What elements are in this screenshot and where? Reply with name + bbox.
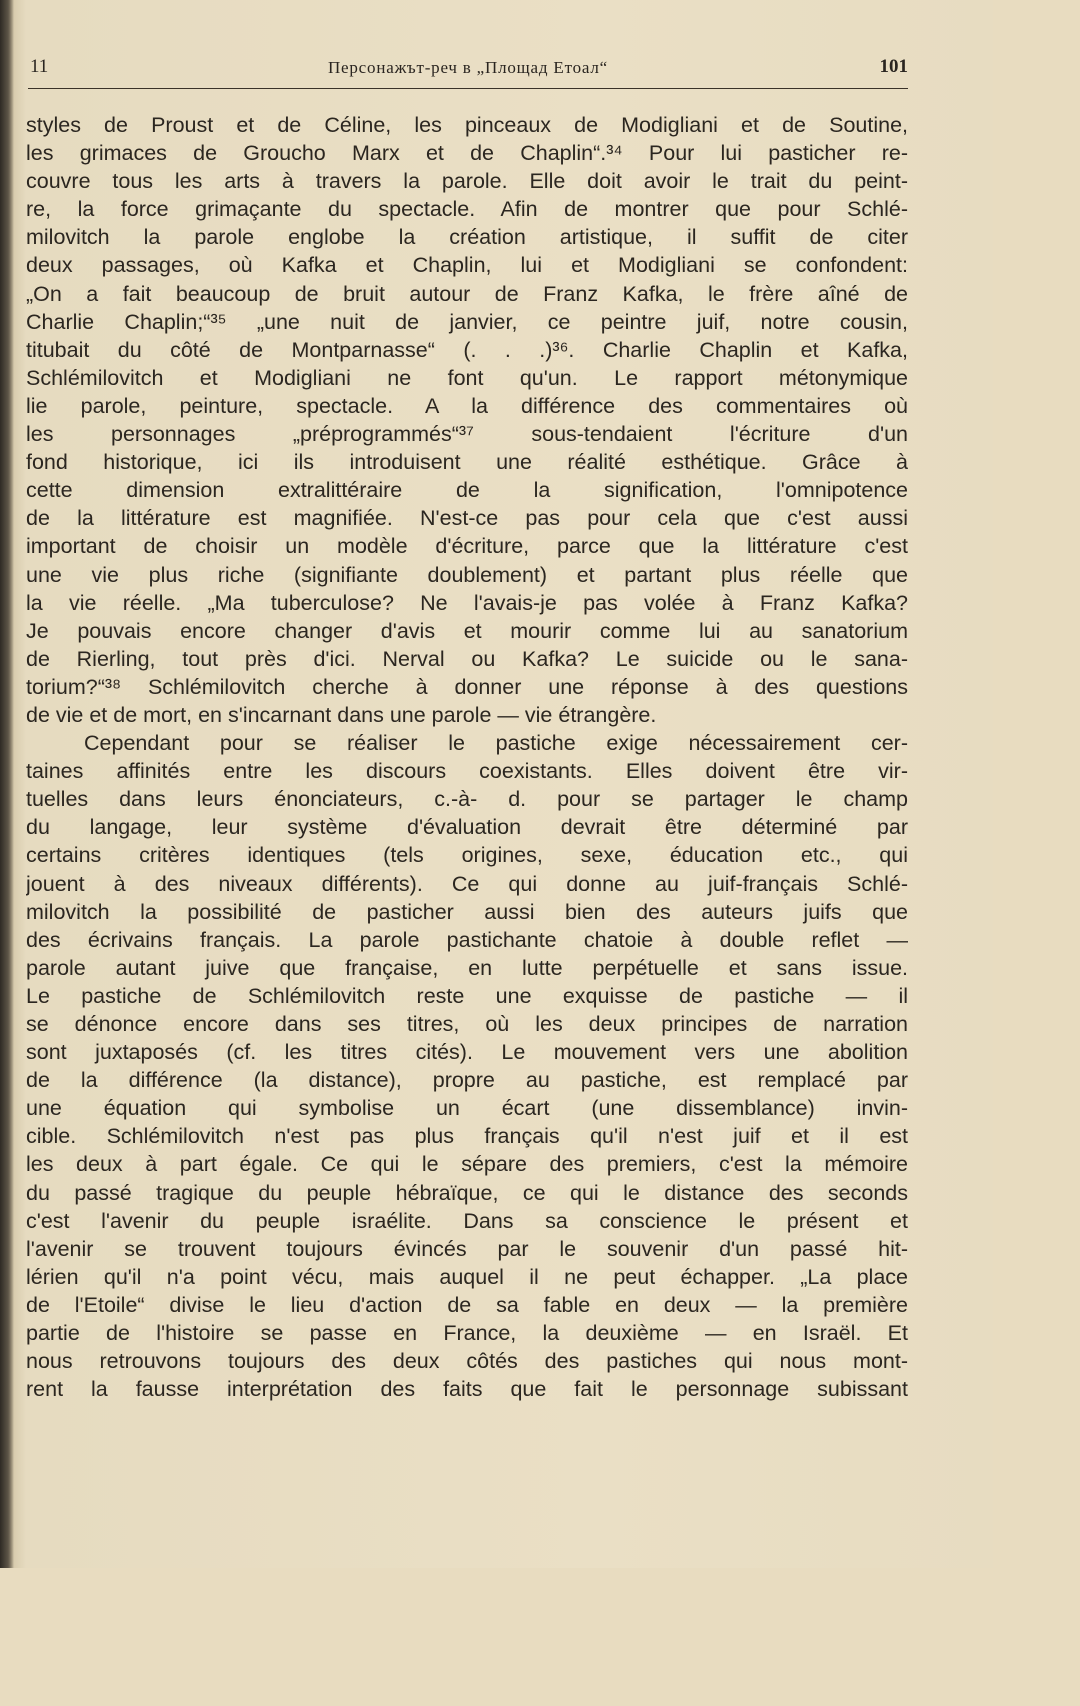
text-line: milovitch la parole englobe la création artistique, il suffit de citer — [26, 225, 908, 250]
text-line: c'est l'avenir du peuple israélite. Dans sa conscience le présent et — [26, 1208, 908, 1233]
text-line: tuelles dans leurs énonciateurs, c.-à- d. pour se partager le champ — [26, 787, 908, 812]
body-text — [26, 111, 908, 1403]
text-line: nous retrouvons toujours des deux côtés des pastiches qui nous mont- — [26, 1349, 908, 1374]
text-line: taines affinités entre les discours coexistants. Elles doivent être vir- — [26, 759, 908, 784]
text-line: deux passages, où Kafka et Chaplin, lui et Modigliani se confondent: — [26, 253, 908, 278]
chapter-number: 11 — [30, 56, 49, 77]
text-line: les deux à part égale. Ce qui le sépare des premiers, c'est la mémoire — [26, 1152, 908, 1177]
running-title: Персонажът-реч в „Площад Етоал“ — [327, 58, 609, 77]
text-line: partie de l'histoire se passe en France, la deuxième — en Israël. Et — [26, 1321, 908, 1346]
text-line: torium?“³⁸ Schlémilovitch cherche à donner une réponse à des questions — [26, 674, 908, 699]
text-line: lie parole, peinture, spectacle. A la différence des commentaires où — [26, 393, 908, 418]
text-line: du passé tragique du peuple hébraïque, ce qui le distance des seconds — [26, 1180, 908, 1205]
text-line: important de choisir un modèle d'écriture, parce que la littérature c'est — [26, 534, 908, 559]
text-line: l'avenir se trouvent toujours évincés par le souvenir d'un passé hit- — [26, 1236, 908, 1261]
text-line: cette dimension extralittéraire de la signification, l'omnipotence — [26, 478, 908, 503]
text-line: Je pouvais encore changer d'avis et mourir comme lui au sanatorium — [26, 618, 908, 643]
text-line: cible. Schlémilovitch n'est pas plus français qu'il n'est juif et il est — [26, 1124, 908, 1149]
text-line: re, la force grimaçante du spectacle. Afin de montrer que pour Schlé- — [26, 197, 908, 222]
text-line: du langage, leur système d'évaluation devrait être déterminé par — [26, 815, 908, 840]
text-line: une vie plus riche (signifiante doublement) et partant plus réelle que — [26, 562, 908, 587]
text-line: milovitch la possibilité de pasticher aussi bien des auteurs juifs que — [26, 899, 908, 924]
book-spine-shadow — [0, 0, 14, 1568]
text-line: des écrivains français. La parole pastichante chatoie à double reflet — — [26, 927, 908, 952]
text-line: couvre tous les arts à travers la parole. Elle doit avoir le trait du peint- — [26, 169, 908, 194]
text-line: la vie réelle. „Ma tuberculose? Ne l'avais-je pas volée à Franz Kafka? — [26, 590, 908, 615]
text-line: de vie et de mort, en s'incarnant dans une parole — vie étrangère. — [26, 702, 657, 727]
text-line: Schlémilovitch et Modigliani ne font qu'un. Le rapport métonymique — [26, 365, 908, 390]
text-line: Charlie Chaplin;“³⁵ „une nuit de janvier, ce peintre juif, notre cousin, — [26, 309, 908, 334]
text-line: Le pastiche de Schlémilovitch reste une exquisse de pastiche — il — [26, 983, 908, 1008]
page-number: 101 — [879, 56, 908, 77]
text-line: se dénonce encore dans ses titres, où les deux principes de narration — [26, 1012, 908, 1036]
text-line: styles de Proust et de Céline, les pinceaux de Modigliani et de Soutine, — [26, 113, 908, 137]
running-header — [28, 56, 908, 86]
text-line: de Rierling, tout près d'ici. Nerval ou Kafka? Le suicide ou le sana- — [26, 646, 908, 671]
text-line: certains critères identiques (tels origines, sexe, éducation etc., qui — [26, 843, 908, 868]
text-line: sont juxtaposés (cf. les titres cités). Le mouvement vers une abolition — [26, 1040, 908, 1065]
text-line: parole autant juive que française, en lutte perpétuelle et sans issue. — [26, 955, 908, 980]
text-line: de la littérature est magnifiée. N'est-ce pas pour cela que c'est aussi — [26, 506, 908, 531]
text-line: titubait du côté de Montparnasse“ (. . .)³⁶. Charlie Chaplin et Kafka, — [26, 337, 908, 362]
text-line: fond historique, ici ils introduisent une réalité esthétique. Grâce à — [26, 450, 908, 475]
text-line: une équation qui symbolise un écart (une dissemblance) invin- — [26, 1096, 908, 1121]
text-line: de la différence (la distance), propre au pastiche, est remplacé par — [26, 1068, 908, 1093]
text-line: jouent à des niveaux différents). Ce qui donne au juif-français Schlé- — [26, 871, 908, 896]
text-line: lérien qu'il n'a point vécu, mais auquel il ne peut échapper. „La place — [26, 1264, 908, 1289]
text-line: rent la fausse interprétation des faits que fait le personnage subissant — [26, 1377, 908, 1402]
text-line: les grimaces de Groucho Marx et de Chaplin“.³⁴ Pour lui pasticher re- — [26, 141, 908, 166]
header-rule — [28, 88, 908, 89]
text-line: „On a fait beaucoup de bruit autour de Franz Kafka, le frère aîné de — [26, 281, 908, 306]
text-line: les personnages „préprogrammés“³⁷ sous-tendaient l'écriture d'un — [26, 422, 908, 447]
text-line: Cependant pour se réaliser le pastiche exige nécessairement cer- — [84, 731, 908, 756]
text-line: de l'Etoile“ divise le lieu d'action de sa fable en deux — la première — [26, 1292, 908, 1317]
